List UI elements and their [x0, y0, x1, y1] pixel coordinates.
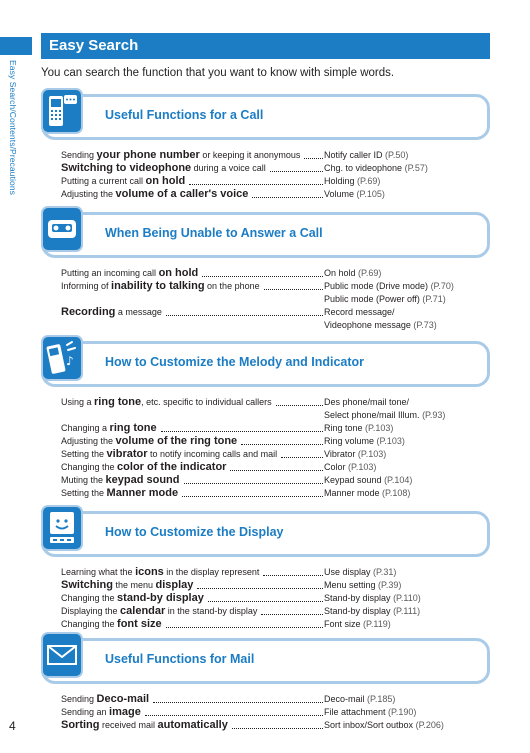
entry-keyword: Switching — [61, 579, 113, 591]
reference-page: (P.119) — [363, 619, 391, 629]
reference-page: (P.31) — [373, 567, 397, 577]
leader-dots — [252, 197, 323, 198]
reference-function: Volume — [324, 189, 355, 199]
entry-text — [61, 487, 178, 500]
reference-page: (P.103) — [365, 423, 394, 433]
entry-description — [61, 280, 324, 293]
entry-row-continuation — [61, 409, 491, 422]
section-title: When Being Unable to Answer a Call — [105, 226, 323, 240]
entry-row — [61, 618, 491, 631]
entry-prefix: Adjusting the — [61, 189, 116, 199]
page-title: Easy Search — [41, 33, 490, 59]
entry-description — [61, 706, 324, 719]
entry-suffix: a message — [115, 307, 162, 317]
section-title: How to Customize the Display — [105, 525, 284, 539]
reference-page: (P.108) — [382, 488, 411, 498]
entry-description — [61, 566, 324, 579]
entry-suffix: on the phone — [204, 281, 260, 291]
entry-row — [61, 592, 491, 605]
reference-function: Chg. to videophone — [324, 163, 403, 173]
leader-dots — [208, 601, 323, 602]
entry-description — [61, 149, 324, 162]
section-title: Useful Functions for a Call — [105, 108, 264, 122]
leader-dots — [230, 470, 323, 471]
entry-text — [61, 280, 260, 293]
entry-reference — [324, 618, 491, 631]
entry-text — [61, 474, 180, 487]
entry-description — [61, 448, 324, 461]
reference-function: Sort inbox/Sort outbox — [324, 720, 414, 730]
entry-description — [61, 605, 324, 618]
entry-description — [61, 487, 324, 500]
entry-prefix: Putting an incoming call — [61, 268, 159, 278]
entry-keyword: color of the indicator — [117, 461, 227, 473]
entry-description — [61, 422, 324, 435]
entry-list — [61, 693, 491, 732]
entry-reference — [324, 605, 491, 618]
reference-page: (P.57) — [404, 163, 428, 173]
entry-prefix: Adjusting the — [61, 436, 116, 446]
leader-dots — [264, 289, 323, 290]
entry-prefix: Sending — [61, 694, 97, 704]
reference-function: Public mode (Drive mode) — [324, 281, 429, 291]
entry-reference — [324, 306, 491, 319]
entry-text — [61, 435, 237, 448]
entry-keyword: stand-by display — [117, 592, 204, 604]
entry-text — [61, 706, 141, 719]
reference-page: (P.111) — [393, 606, 421, 616]
reference-function: On hold — [324, 268, 356, 278]
side-chapter-label: Easy Search/Contents/Precautions — [8, 60, 18, 196]
reference-page: (P.69) — [357, 176, 381, 186]
answering-machine-icon — [41, 206, 83, 252]
entry-suffix: , etc. specific to individual callers — [141, 397, 272, 407]
entry-suffix: the menu — [112, 580, 156, 590]
reference-function: Keypad sound — [324, 475, 382, 485]
entry-reference — [324, 693, 491, 706]
entry-row — [61, 267, 491, 280]
reference-page: (P.190) — [388, 707, 417, 717]
reference-page: (P.103) — [357, 449, 387, 459]
entry-keyword: image — [109, 706, 141, 718]
entry-keyword: Recording — [61, 306, 116, 318]
entry-keyword: volume of a caller's voice — [115, 188, 249, 200]
entry-reference — [324, 474, 491, 487]
entry-description — [61, 579, 324, 592]
entry-reference — [324, 175, 491, 188]
reference-function: Des phone/mail tone/ — [324, 397, 410, 407]
entry-reference — [324, 706, 491, 719]
entry-suffix: or keeping it anonymous — [199, 150, 301, 160]
entry-text — [61, 422, 157, 435]
reference-function: Public mode (Power off) — [324, 294, 420, 304]
entry-description — [61, 474, 324, 487]
entry-keyword: your phone number — [96, 149, 200, 161]
entry-reference — [324, 293, 491, 306]
reference-page: (P.70) — [430, 281, 454, 291]
entry-text — [61, 149, 300, 162]
entry-text — [61, 566, 259, 579]
entry-row — [61, 435, 491, 448]
entry-reference — [324, 566, 491, 579]
entry-reference — [324, 267, 491, 280]
entry-reference — [324, 448, 491, 461]
entry-suffix: in the display represent — [163, 567, 260, 577]
leader-dots — [281, 457, 323, 458]
reference-function: Record message/ — [324, 307, 395, 317]
entry-text — [61, 188, 248, 201]
section-title: Useful Functions for Mail — [105, 652, 255, 666]
leader-dots — [184, 483, 324, 484]
entry-reference — [324, 435, 491, 448]
entry-reference — [324, 188, 491, 201]
entry-row — [61, 566, 491, 579]
entry-keyword: on hold — [158, 267, 199, 279]
phone-call-icon — [41, 88, 83, 134]
entry-row — [61, 175, 491, 188]
entry-row — [61, 474, 491, 487]
entry-text — [61, 592, 204, 605]
entry-row — [61, 422, 491, 435]
leader-dots — [197, 588, 323, 589]
entry-reference — [324, 719, 491, 732]
entry-description — [61, 162, 324, 175]
entry-description — [61, 461, 324, 474]
entry-reference — [324, 487, 491, 500]
entry-row — [61, 280, 491, 293]
reference-page: (P.39) — [378, 580, 402, 590]
entry-reference — [324, 396, 491, 409]
reference-function: Holding — [324, 176, 355, 186]
entry-row — [61, 461, 491, 474]
entry-row — [61, 396, 491, 409]
entry-reference — [324, 422, 491, 435]
entry-prefix: Changing the — [61, 593, 118, 603]
entry-text — [61, 579, 193, 592]
entry-reference — [324, 319, 491, 332]
reference-page: (P.71) — [422, 294, 446, 304]
entry-description — [61, 693, 324, 706]
leader-dots — [232, 728, 323, 729]
entry-keyword: vibrator — [106, 448, 148, 460]
entry-prefix: Sending — [61, 150, 97, 160]
entry-keyword: Switching to videophone — [61, 162, 192, 174]
entry-row — [61, 162, 491, 175]
reference-page: (P.69) — [358, 268, 382, 278]
page-number: 4 — [9, 719, 16, 733]
reference-function: Menu setting — [324, 580, 376, 590]
entry-reference — [324, 579, 491, 592]
entry-keyword: Sorting — [61, 719, 100, 731]
entry-prefix: Changing the — [61, 462, 118, 472]
leader-dots — [304, 158, 323, 159]
entry-row — [61, 188, 491, 201]
entry-prefix: Displaying the — [61, 606, 121, 616]
entry-suffix: to notify incoming calls and mail — [147, 449, 278, 459]
leader-dots — [276, 405, 323, 406]
leader-dots — [189, 184, 323, 185]
entry-keyword: volume of the ring tone — [115, 435, 238, 447]
entry-reference — [324, 592, 491, 605]
entry-description — [61, 435, 324, 448]
entry-keyword: automatically — [157, 719, 228, 731]
reference-page: (P.103) — [348, 462, 377, 472]
reference-function: Videophone message — [324, 320, 411, 330]
entry-keyword: display — [155, 579, 194, 591]
reference-function: Color — [324, 462, 346, 472]
entry-prefix: Changing a — [61, 423, 110, 433]
entry-description — [61, 592, 324, 605]
entry-row — [61, 149, 491, 162]
reference-page: (P.73) — [413, 320, 437, 330]
reference-function: Stand-by display — [324, 593, 391, 603]
entry-row — [61, 605, 491, 618]
entry-prefix: Setting the — [61, 449, 107, 459]
entry-description — [61, 267, 324, 280]
reference-page: (P.103) — [376, 436, 405, 446]
entry-description — [61, 188, 324, 201]
entry-prefix: Changing the — [61, 619, 118, 629]
entry-keyword: ring tone — [109, 422, 157, 434]
display-smiley-icon — [41, 505, 83, 551]
entry-text — [61, 719, 228, 732]
entry-prefix: Muting the — [61, 475, 106, 485]
entry-prefix: Using a — [61, 397, 95, 407]
entry-keyword: on hold — [145, 175, 186, 187]
entry-keyword: icons — [135, 566, 164, 578]
entry-description — [61, 719, 324, 732]
entry-row-continuation — [61, 293, 491, 306]
entry-row — [61, 306, 491, 319]
reference-function: Stand-by display — [324, 606, 391, 616]
entry-list — [61, 267, 491, 332]
entry-suffix: during a voice call — [191, 163, 266, 173]
reference-function: Manner mode — [324, 488, 380, 498]
reference-function: Notify caller ID — [324, 150, 383, 160]
reference-page: (P.206) — [415, 720, 444, 730]
reference-function: File attachment — [324, 707, 386, 717]
leader-dots — [263, 575, 323, 576]
reference-function: Select phone/mail Illum. — [324, 410, 420, 420]
leader-dots — [261, 614, 323, 615]
entry-prefix: Putting a current call — [61, 176, 146, 186]
reference-function: Ring volume — [324, 436, 375, 446]
entry-row — [61, 693, 491, 706]
entry-keyword: ring tone — [94, 396, 142, 408]
entry-reference — [324, 149, 491, 162]
reference-function: Vibrator — [324, 449, 356, 459]
entry-row — [61, 579, 491, 592]
reference-page: (P.104) — [384, 475, 413, 485]
reference-function: Ring tone — [324, 423, 363, 433]
leader-dots — [161, 431, 323, 432]
ringing-phone-icon — [41, 335, 83, 381]
entry-text — [61, 618, 162, 631]
entry-text — [61, 693, 149, 706]
entry-suffix: in the stand-by display — [165, 606, 258, 616]
entry-row — [61, 448, 491, 461]
entry-row — [61, 487, 491, 500]
entry-text — [61, 306, 162, 319]
leader-dots — [153, 702, 323, 703]
side-tab-marker — [0, 37, 32, 55]
reference-page: (P.50) — [385, 150, 409, 160]
leader-dots — [241, 444, 323, 445]
entry-list — [61, 396, 491, 500]
reference-function: Deco-mail — [324, 694, 365, 704]
entry-text — [61, 605, 257, 618]
entry-text — [61, 175, 185, 188]
entry-keyword: Deco-mail — [96, 693, 150, 705]
entry-description — [61, 396, 324, 409]
leader-dots — [166, 315, 323, 316]
leader-dots — [166, 627, 323, 628]
svg-text:♪: ♪ — [66, 354, 74, 368]
entry-text — [61, 461, 226, 474]
section-title: How to Customize the Melody and Indicator — [105, 355, 365, 369]
entry-list — [61, 566, 491, 631]
entry-keyword: calendar — [120, 605, 166, 617]
entry-text — [61, 267, 198, 280]
entry-keyword: keypad sound — [105, 474, 180, 486]
entry-keyword: inability to talking — [111, 280, 205, 292]
entry-prefix: Learning what the — [61, 567, 136, 577]
leader-dots — [270, 171, 323, 172]
entry-description — [61, 618, 324, 631]
entry-row — [61, 719, 491, 732]
entry-reference — [324, 461, 491, 474]
entry-text — [61, 448, 277, 461]
reference-page: (P.185) — [367, 694, 396, 704]
entry-reference — [324, 162, 491, 175]
reference-function: Font size — [324, 619, 361, 629]
entry-reference — [324, 409, 491, 422]
leader-dots — [145, 715, 323, 716]
reference-page: (P.93) — [422, 410, 446, 420]
reference-page: (P.105) — [356, 189, 385, 199]
entry-prefix: Setting the — [61, 488, 107, 498]
envelope-icon — [41, 632, 83, 678]
entry-description — [61, 306, 324, 319]
reference-function: Use display — [324, 567, 371, 577]
entry-suffix: received mail — [99, 720, 158, 730]
entry-text — [61, 162, 266, 175]
entry-prefix: Informing of — [61, 281, 112, 291]
entry-prefix: Sending an — [61, 707, 110, 717]
leader-dots — [202, 276, 323, 277]
entry-text — [61, 396, 272, 409]
intro-text: You can search the function that you want to know with simple words. — [41, 67, 395, 79]
reference-page: (P.110) — [393, 593, 421, 603]
entry-list — [61, 149, 491, 201]
entry-row-continuation — [61, 319, 491, 332]
entry-keyword: Manner mode — [106, 487, 179, 499]
entry-reference — [324, 280, 491, 293]
leader-dots — [182, 496, 323, 497]
entry-row — [61, 706, 491, 719]
entry-description — [61, 175, 324, 188]
entry-keyword: font size — [117, 618, 162, 630]
